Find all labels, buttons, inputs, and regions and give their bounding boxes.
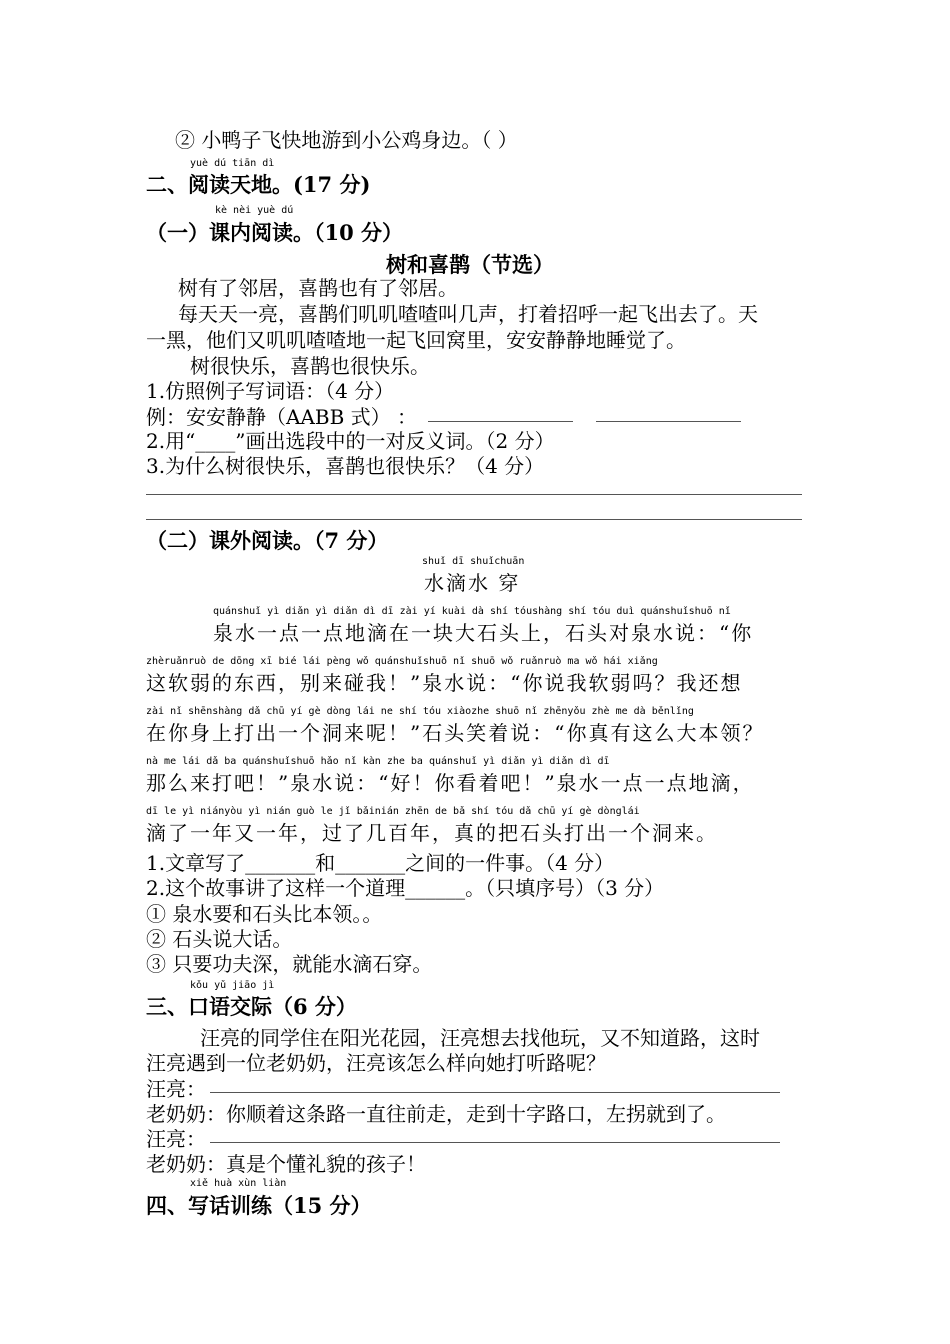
section4-pinyin: xiě huà xùn liàn [190,1178,287,1189]
part1-question-1: 1.仿照例子写词语：（4 分） [146,379,395,403]
part1-story-title: 树和喜鹊（节选） [386,252,554,277]
part1-line-4: 树很快乐，喜鹊也很快乐。 [190,354,430,378]
section3-title: 三、口语交际（6 分） [146,994,357,1019]
story-line-5: 滴了一年又一年，过了几百年，真的把石头打出一个洞来。 [146,821,718,845]
part2-question-2: 2.这个故事讲了这样一个道理______。（只填序号）（3 分） [146,876,665,900]
part1-question-2: 2.用“____”画出选段中的一对反义词。（2 分） [146,429,555,453]
dialog-answer-line-2[interactable] [210,1142,780,1143]
part1-title: （一）课内阅读。（10 分） [146,220,404,245]
story-line-3: 在你身上打出一个洞来呢！”石头笑着说：“你真有这么大本领？ [146,721,765,745]
story-line-1: 泉水一点一点地滴在一块大石头上，石头对泉水说：“你 [213,621,754,645]
part2-story-title: 水滴水 穿 [424,571,521,595]
story-pinyin-1: quánshuǐ yì diǎn yì diǎn dì dī zài yí kuài dà shí tóushàng shí tóu duì quánshuǐshuō nǐ [213,606,731,617]
answer-line-1[interactable] [146,494,802,495]
section4-title: 四、写话训练（15 分） [146,1193,372,1218]
section2-title: 二、阅读天地。(17 分) [146,172,371,197]
part1-line-3: 一黑，他们又叽叽喳喳地一起飞回窝里，安安静静地睡觉了。 [146,328,686,352]
answer-line-2[interactable] [146,519,802,520]
section3-pinyin: kǒu yǔ jiāo jì [190,980,275,991]
part1-example: 例：安安静静（AABB 式） ： [146,405,417,429]
section3-para-1: 汪亮的同学住在阳光花园，汪亮想去找他玩，又不知道路，这时 [200,1026,760,1050]
answer-blank-2[interactable] [596,421,741,422]
section3-para-2: 汪亮遇到一位老奶奶，汪亮该怎么样向她打听路呢？ [146,1051,606,1075]
story-pinyin-3: zài nǐ shēnshàng dǎ chū yí gè dòng lái ne shí tóu xiàozhe shuō nǐ zhēnyǒu zhè me dà běnlǐng [146,706,694,717]
story-pinyin-5: dī le yì niányòu yì nián guò le jǐ bǎinián zhēn de bǎ shí tóu dǎ chū yí gè dònglái [146,806,640,817]
story-pinyin-4: nà me lái dǎ ba quánshuǐshuō hǎo nǐ kàn zhe ba quánshuǐ yì diǎn yì diǎn dì dī [146,756,610,767]
dialog-wangliang-1: 汪亮： [146,1077,206,1101]
part1-line-1: 树有了邻居，喜鹊也有了邻居。 [178,276,458,300]
part2-story-pinyin: shuǐ dī shuǐchuān [422,556,525,567]
answer-blank-1[interactable] [428,421,573,422]
section2-pinyin: yuè dú tiān dì [190,158,275,169]
option-2: ② 石头说大话。 [146,927,293,951]
story-line-2: 这软弱的东西，别来碰我！”泉水说：“你说我软弱吗？我还想 [146,671,743,695]
story-pinyin-2: zhèruǎnruò de dōng xī bié lái pèng wǒ quánshuǐshuō nǐ shuō wǒ ruǎnruò ma wǒ hái xiǎng [146,656,658,667]
option-3: ③ 只要功夫深，就能水滴石穿。 [146,952,433,976]
dialog-grandma-1: 老奶奶：你顺着这条路一直往前走，走到十字路口，左拐就到了。 [146,1102,726,1126]
part1-line-2: 每天天一亮，喜鹊们叽叽喳喳叫几声，打着招呼一起飞出去了。天 [178,302,758,326]
part2-title: （二）课外阅读。（7 分） [146,528,389,553]
part1-question-3: 3.为什么树很快乐，喜鹊也很快乐？（4 分） [146,454,545,478]
dialog-wangliang-2: 汪亮： [146,1127,206,1151]
option-1: ① 泉水要和石头比本领。。 [146,902,383,926]
part2-question-1: 1.文章写了_______和_______之间的一件事。（4 分） [146,851,615,875]
story-line-4: 那么来打吧！”泉水说：“好！你看着吧！”泉水一点一点地滴， [146,771,755,795]
previous-question: ② 小鸭子飞快地游到小公鸡身边。（ ） [175,128,518,152]
dialog-answer-line-1[interactable] [210,1092,780,1093]
part1-pinyin: kè nèi yuè dú [215,205,294,216]
dialog-grandma-2: 老奶奶：真是个懂礼貌的孩子！ [146,1152,426,1176]
